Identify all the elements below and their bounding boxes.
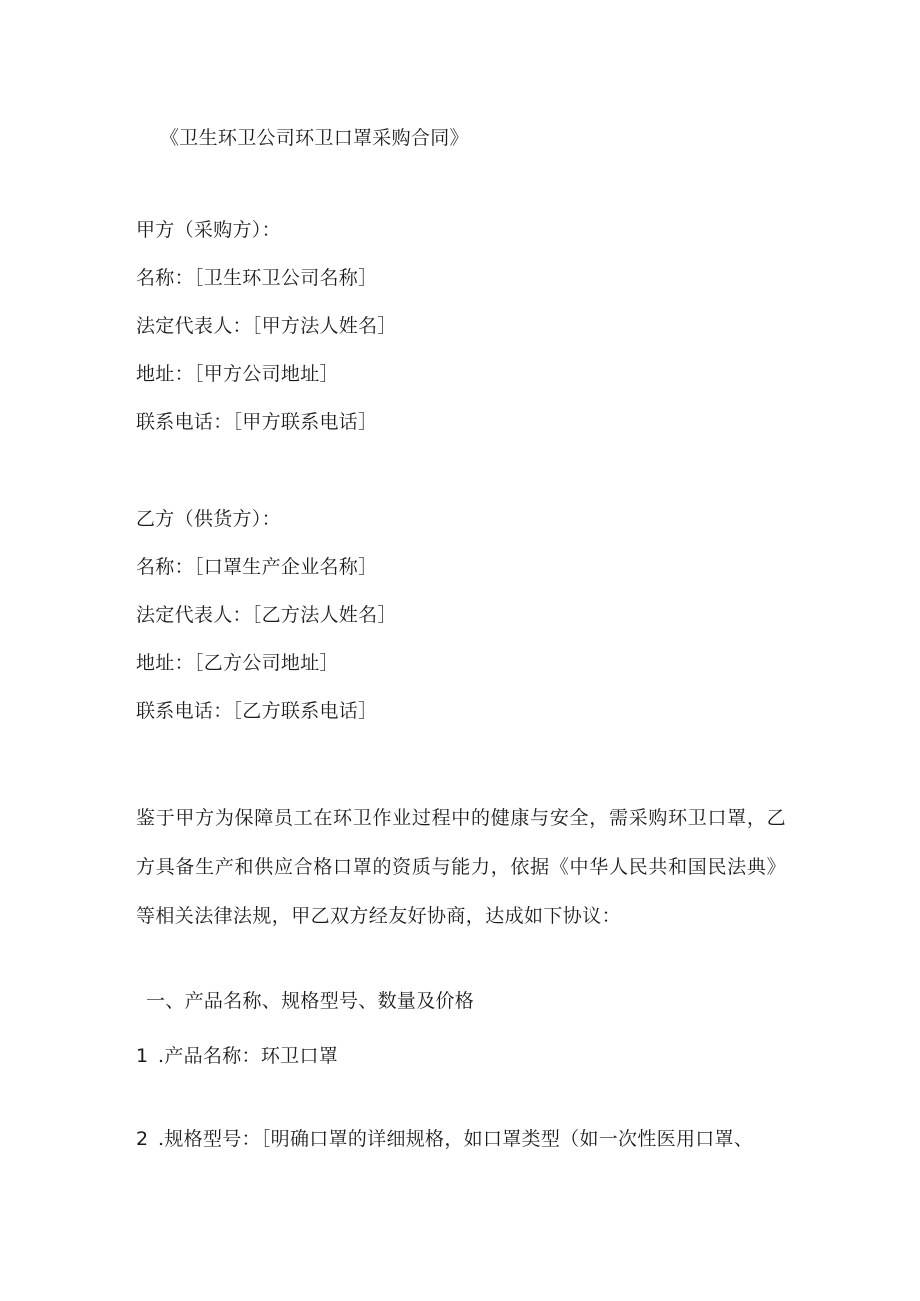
item-2-number: 2: [136, 1128, 149, 1150]
party-a-heading: 甲方（采购方）：: [136, 219, 281, 241]
party-b-name: 名称：［口罩生产企业名称］: [136, 556, 378, 578]
party-a-name: 名称：［卫生环卫公司名称］: [136, 267, 378, 289]
party-b-heading: 乙方（供货方）：: [136, 508, 281, 530]
party-b-phone: 联系电话：［乙方联系电话］: [136, 700, 378, 722]
item-1-text: .产品名称：环卫口罩: [158, 1045, 339, 1067]
party-a-representative: 法定代表人：［甲方法人姓名］: [136, 315, 397, 337]
section-1-item-1: [136, 1044, 338, 1068]
item-1-number: 1: [136, 1045, 149, 1067]
party-b-representative: 法定代表人：［乙方法人姓名］: [136, 604, 397, 626]
section-1-heading: 一、产品名称、规格型号、数量及价格: [146, 990, 475, 1012]
party-a-phone: 联系电话：［甲方联系电话］: [136, 411, 378, 433]
party-a-address: 地址：［甲方公司地址］: [136, 363, 339, 385]
contract-title: 《卫生环卫公司环卫口罩采购合同》: [160, 127, 469, 149]
preamble-paragraph: 鉴于甲方为保障员工在环卫作业过程中的健康与安全，需采购环卫口罩，乙方具备生产和供应合格口罩的资质与能力，依据《中华人民共和国民法典》等相关法律法规，甲乙双方经友好协商，达成如下协议：: [136, 807, 786, 927]
party-b-address: 地址：［乙方公司地址］: [136, 652, 339, 674]
item-2-text: .规格型号：［明确口罩的详细规格，如口罩类型（如一次性医用口罩、: [158, 1128, 754, 1150]
section-1-item-2: [136, 1127, 753, 1151]
